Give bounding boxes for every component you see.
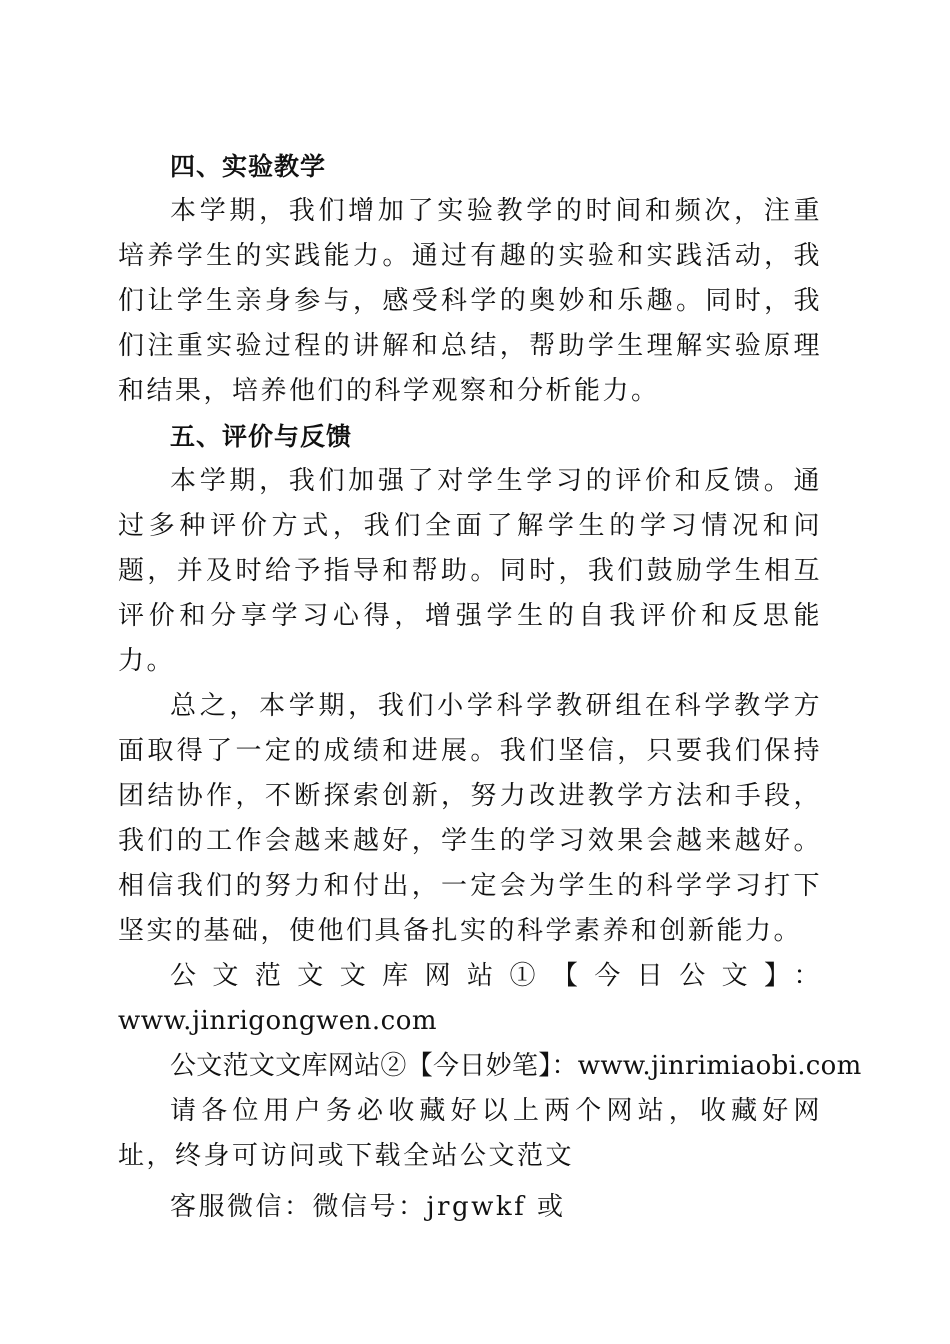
customer-service-line: 客服微信：微信号：jrgwkf 或	[170, 1192, 566, 1222]
section-body-evaluation: 本学期，我们加强了对学生学习的评价和反馈。通过多种评价方式，我们全面了解学生的学习情况和问题，并及时给予指导和帮助。同时，我们鼓励学生相互评价和分享学习心得，增强学生的自我评价和反思能力。	[118, 466, 822, 676]
site1-url[interactable]: www.jinrigongwen.com	[118, 1006, 438, 1036]
document-content	[118, 144, 862, 1230]
bookmark-notice: 请各位用户务必收藏好以上两个网站，收藏好网址，终身可访问或下载全站公文范文	[118, 1096, 822, 1171]
section-heading-evaluation: 五、评价与反馈	[170, 422, 353, 451]
section-body-experiment: 本学期，我们增加了实验教学的时间和频次，注重培养学生的实践能力。通过有趣的实验和实践活动，我们让学生亲身参与，感受科学的奥妙和乐趣。同时，我们注重实验过程的讲解和总结，帮助学生理解实验原理和结果，培养他们的科学观察和分析能力。	[118, 196, 822, 406]
site1-label: 公文范文文库网站①【今日公文】：	[170, 961, 822, 991]
site2-line[interactable]: 公文范文文库网站②【今日妙笔】：www.jinrimiaobi.com	[170, 1051, 862, 1081]
section-heading-experiment: 四、实验教学	[170, 152, 327, 181]
conclusion-paragraph: 总之，本学期，我们小学科学教研组在科学教学方面取得了一定的成绩和进展。我们坚信，只要我们保持团结协作，不断探索创新，努力改进教学方法和手段，我们的工作会越来越好，学生的学习效果会越来越好。相信我们的努力和付出，一定会为学生的科学学习打下坚实的基础，使他们具备扎实的科学素养和创新能力。	[118, 691, 822, 946]
